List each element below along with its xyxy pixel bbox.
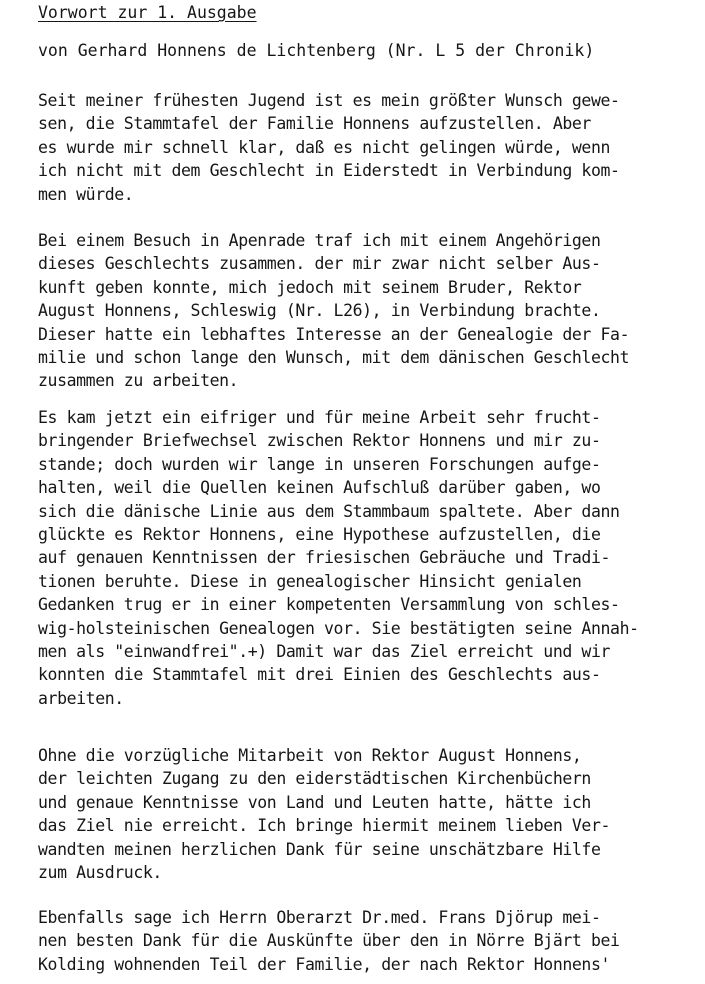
text-line: auf genauen Kenntnissen der friesischen Gebräuche und Tradi- <box>38 548 611 568</box>
text-line: men würde. <box>38 184 134 204</box>
text-line: Kolding wohnenden Teil der Familie, der nach Rektor Honnens' <box>38 954 611 974</box>
paragraph-1 <box>38 89 678 206</box>
text-line: ich nicht mit dem Geschlecht in Eiderstedt in Verbindung kom- <box>38 161 620 181</box>
text-line: das Ziel nie erreicht. Ich bringe hiermit meinem lieben Ver- <box>38 816 611 836</box>
text-line: bringender Briefwechsel zwischen Rektor Honnens und mir zu- <box>38 431 601 451</box>
text-line: arbeiten. <box>38 688 124 708</box>
paragraph-5 <box>38 906 678 976</box>
text-line: wig-holsteinischen Genealogen vor. Sie bestätigten seine Annah- <box>38 618 639 638</box>
text-line: halten, weil die Quellen keinen Aufschluß darüber gaben, wo <box>38 478 601 498</box>
text-line: Gedanken trug er in einer kompetenten Versammlung von schles- <box>38 595 620 615</box>
paragraph-2 <box>38 229 678 393</box>
text-line: sen, die Stammtafel der Familie Honnens aufzustellen. Aber <box>38 114 591 134</box>
text-line: wandten meinen herzlichen Dank für seine unschätzbare Hilfe <box>38 839 601 859</box>
document-subheading: von Gerhard Honnens de Lichtenberg (Nr. L 5 der Chronik) <box>38 41 595 60</box>
text-line: Bei einem Besuch in Apenrade traf ich mit einem Angehörigen <box>38 231 601 250</box>
document-heading: Vorwort zur 1. Ausgabe <box>38 3 257 22</box>
text-line: tionen beruhte. Diese in genealogischer Hinsicht genialen <box>38 571 582 591</box>
text-line: zum Ausdruck. <box>38 862 162 882</box>
text-line: dieses Geschlechts zusammen. der mir zwar nicht selber Aus- <box>38 254 601 274</box>
text-line: Seit meiner frühesten Jugend ist es mein größter Wunsch gewe- <box>38 91 620 110</box>
text-line: und genaue Kenntnisse von Land und Leuten hatte, hätte ich <box>38 792 591 812</box>
text-line: August Honnens, Schleswig (Nr. L26), in Verbindung brachte. <box>38 301 601 321</box>
paragraph-3 <box>38 406 678 710</box>
text-line: konnten die Stammtafel mit drei Einien des Geschlechts aus- <box>38 665 601 685</box>
text-line: zusammen zu arbeiten. <box>38 371 239 391</box>
text-line: milie und schon lange den Wunsch, mit dem dänischen Geschlecht <box>38 347 630 367</box>
text-line: kunft geben konnte, mich jedoch mit seinem Bruder, Rektor <box>38 277 582 297</box>
text-line: glückte es Rektor Honnens, eine Hypothese aufzustellen, die <box>38 524 601 544</box>
text-line: Ebenfalls sage ich Herrn Oberarzt Dr.med. Frans Djörup mei- <box>38 908 601 927</box>
paragraph-4 <box>38 744 678 884</box>
text-line: nen besten Dank für die Auskünfte über den in Nörre Bjärt bei <box>38 931 620 951</box>
text-line: stande; doch wurden wir lange in unseren Forschungen aufge- <box>38 454 601 474</box>
text-line: Ohne die vorzügliche Mitarbeit von Rektor August Honnens, <box>38 746 582 765</box>
text-line: sich die dänische Linie aus dem Stammbaum spaltete. Aber dann <box>38 501 620 521</box>
text-line: Es kam jetzt ein eifriger und für meine Arbeit sehr frucht- <box>38 408 601 427</box>
text-line: der leichten Zugang zu den eiderstädtischen Kirchenbüchern <box>38 769 591 789</box>
text-line: es wurde mir schnell klar, daß es nicht gelingen würde, wenn <box>38 137 611 157</box>
text-line: Dieser hatte ein lebhaftes Interesse an der Genealogie der Fa- <box>38 324 630 344</box>
text-line: men als "einwandfrei".+) Damit war das Ziel erreicht und wir <box>38 641 611 661</box>
